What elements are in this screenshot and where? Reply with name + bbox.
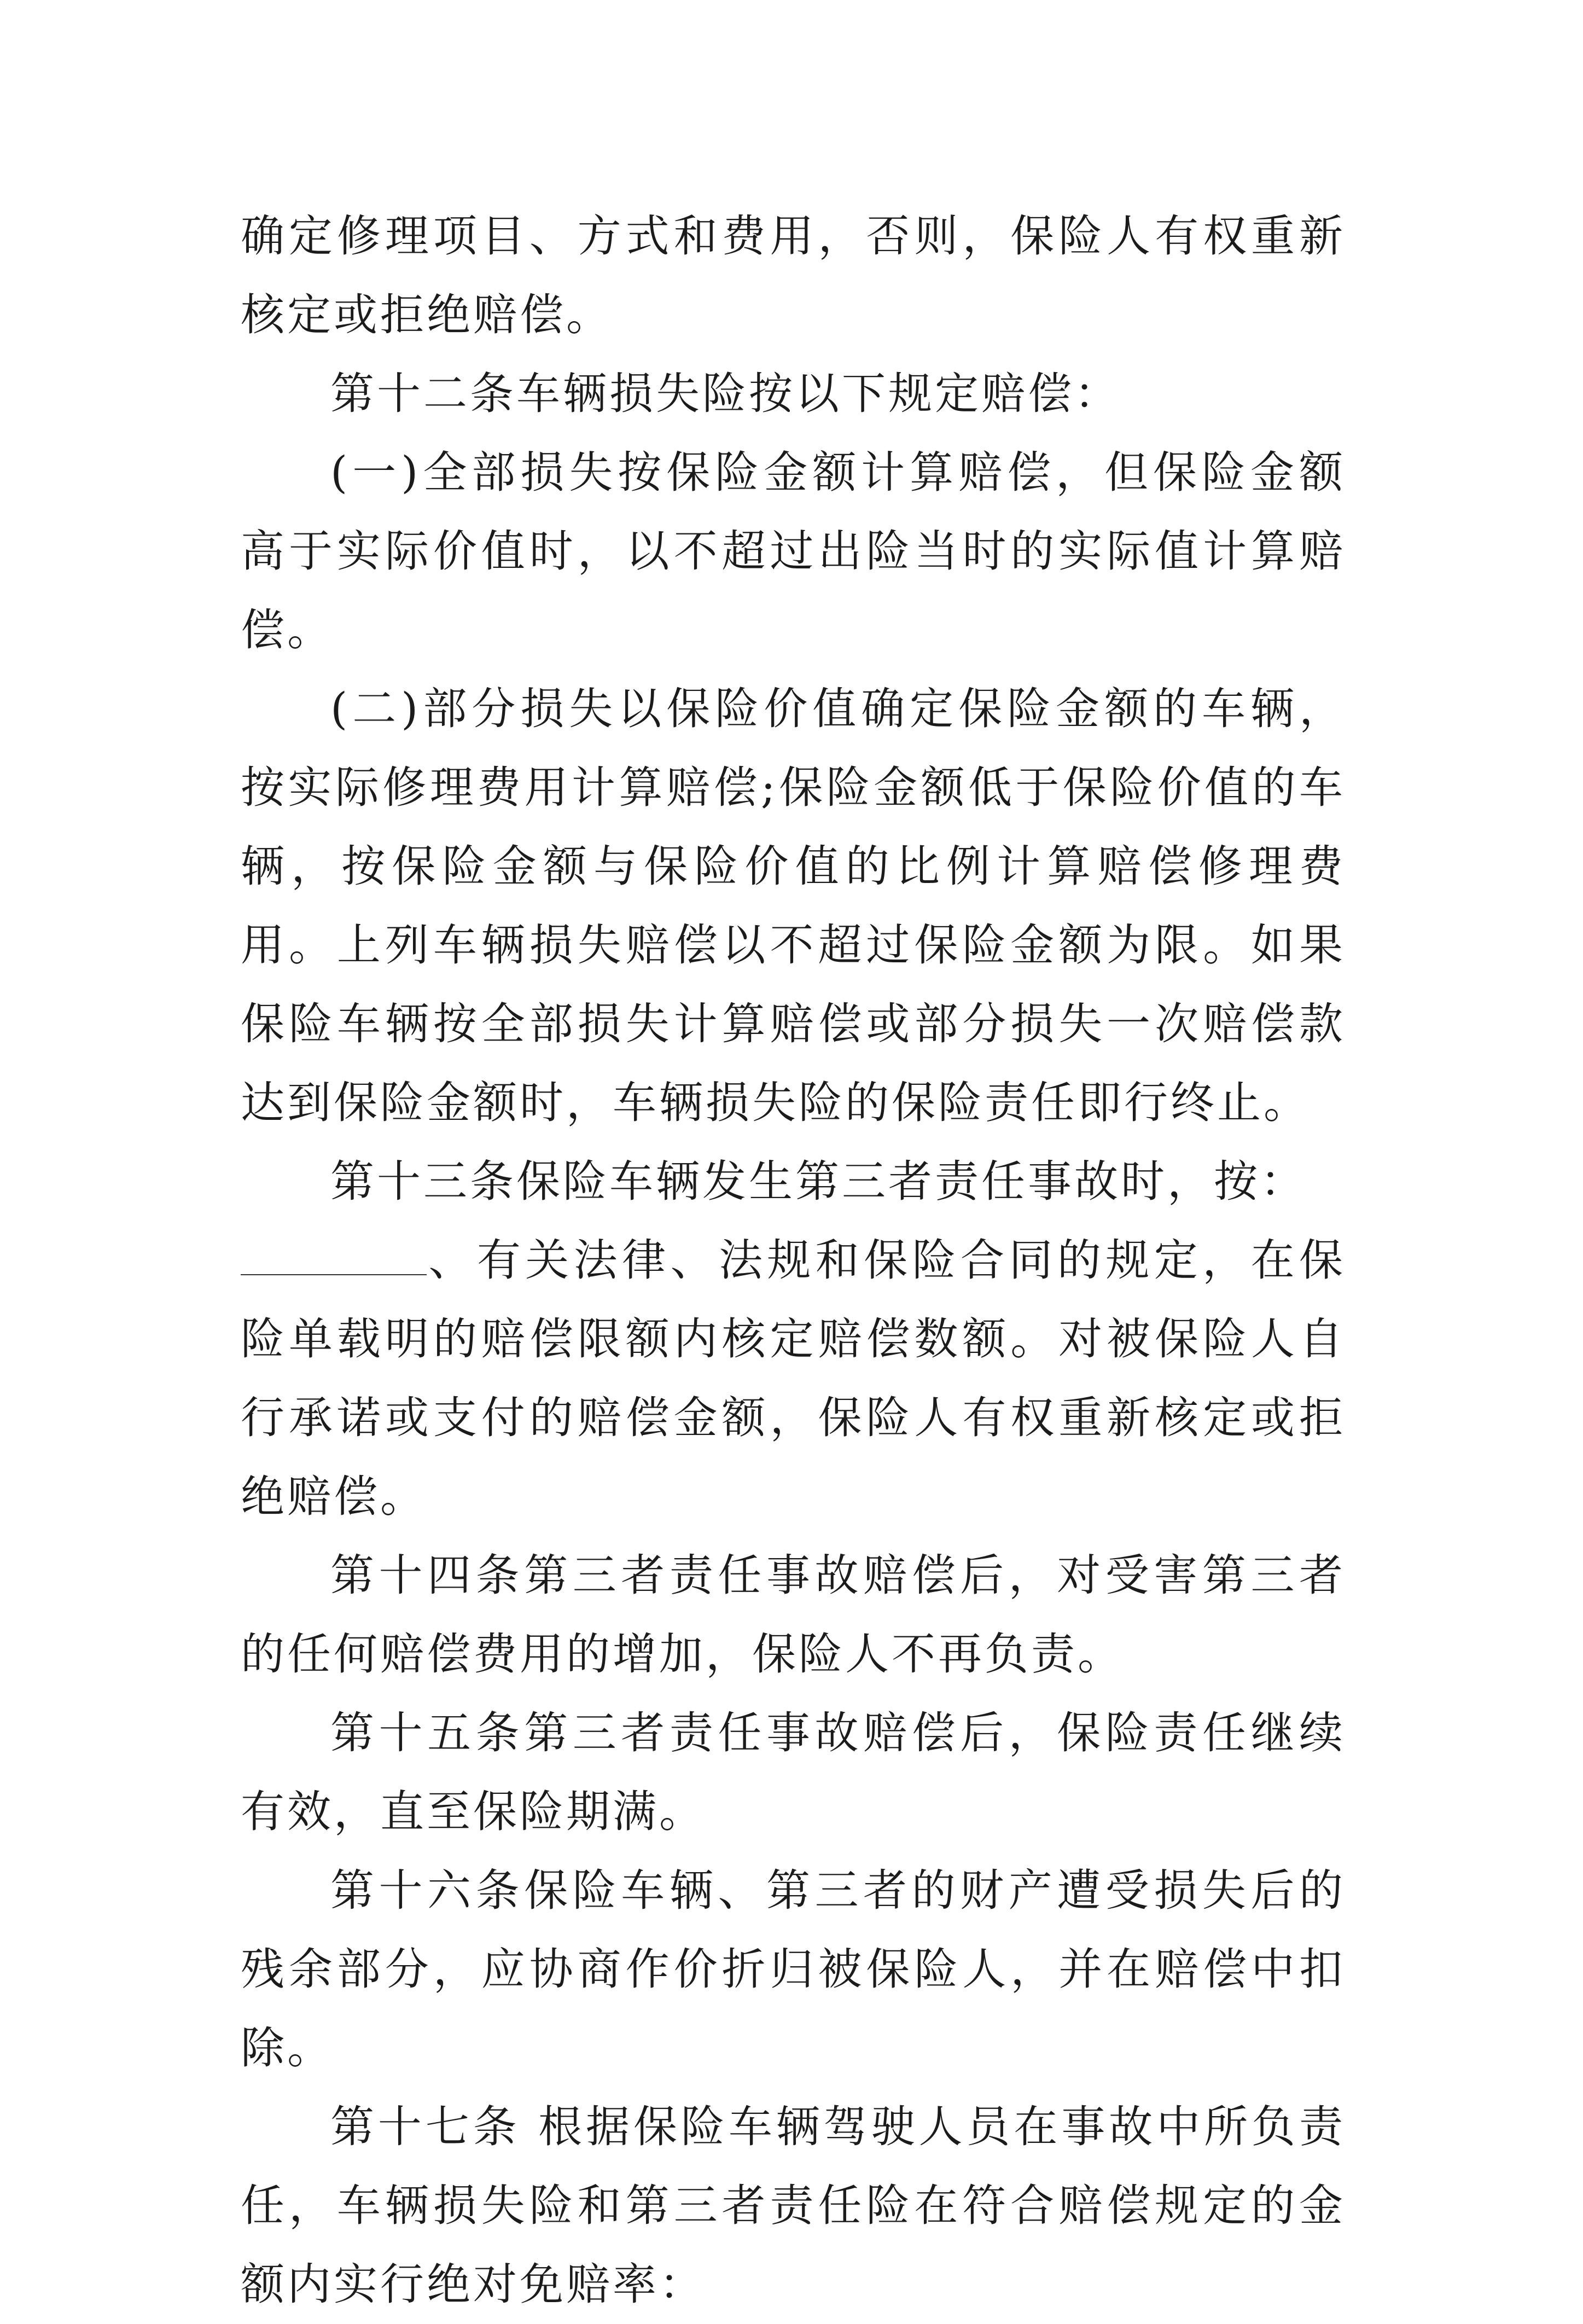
paragraph-article-15: 第十五条第三者责任事故赔偿后，保险责任继续有效，直至保险期满。 xyxy=(241,1707,1346,1837)
paragraph-article-14: 第十四条第三者责任事故赔偿后，对受害第三者的任何赔偿费用的增加，保险人不再负责。 xyxy=(241,1550,1346,1680)
paragraph-article-13-continued xyxy=(241,1221,1346,1536)
paragraph-article-13-text: 、有关法律、法规和保险合同的规定，在保险单载明的赔偿限额内核定赔偿数额。对被保险人自行承诺或支付的赔偿金额，保险人有权重新核定或拒绝赔偿。 xyxy=(241,1235,1346,1522)
paragraph-article-13: 第十三条保险车辆发生第三者责任事故时，按： xyxy=(330,1156,1307,1207)
paragraph-continuation: 确定修理项目、方式和费用，否则，保险人有权重新核定或拒绝赔偿。 xyxy=(241,211,1346,340)
paragraph-article-17: 第十七条 根据保险车辆驾驶人员在事故中所负责任，车辆损失险和第三者责任险在符合赔偿规定的金额内实行绝对免赔率： xyxy=(241,2101,1346,2310)
document-body xyxy=(241,197,1346,2324)
paragraph-clause-1: (一)全部损失按保险金额计算赔偿，但保险金额高于实际价值时，以不超过出险当时的实际值计算赔偿。 xyxy=(241,447,1346,655)
fill-in-blank xyxy=(241,1244,427,1275)
paragraph-clause-2: (二)部分损失以保险价值确定保险金额的车辆，按实际修理费用计算赔偿;保险金额低于保险价值的车辆，按保险金额与保险价值的比例计算赔偿修理费用。上列车辆损失赔偿以不超过保险金额为限。如果保险车辆按全部损失计算赔偿或部分损失一次赔偿款达到保险金额时，车辆损失险的保险责任即行终止。 xyxy=(241,683,1346,1128)
paragraph-article-12: 第十二条车辆损失险按以下规定赔偿： xyxy=(330,368,1121,419)
paragraph-article-16: 第十六条保险车辆、第三者的财产遭受损失后的残余部分，应协商作价折归被保险人，并在赔偿中扣除。 xyxy=(241,1865,1346,2073)
